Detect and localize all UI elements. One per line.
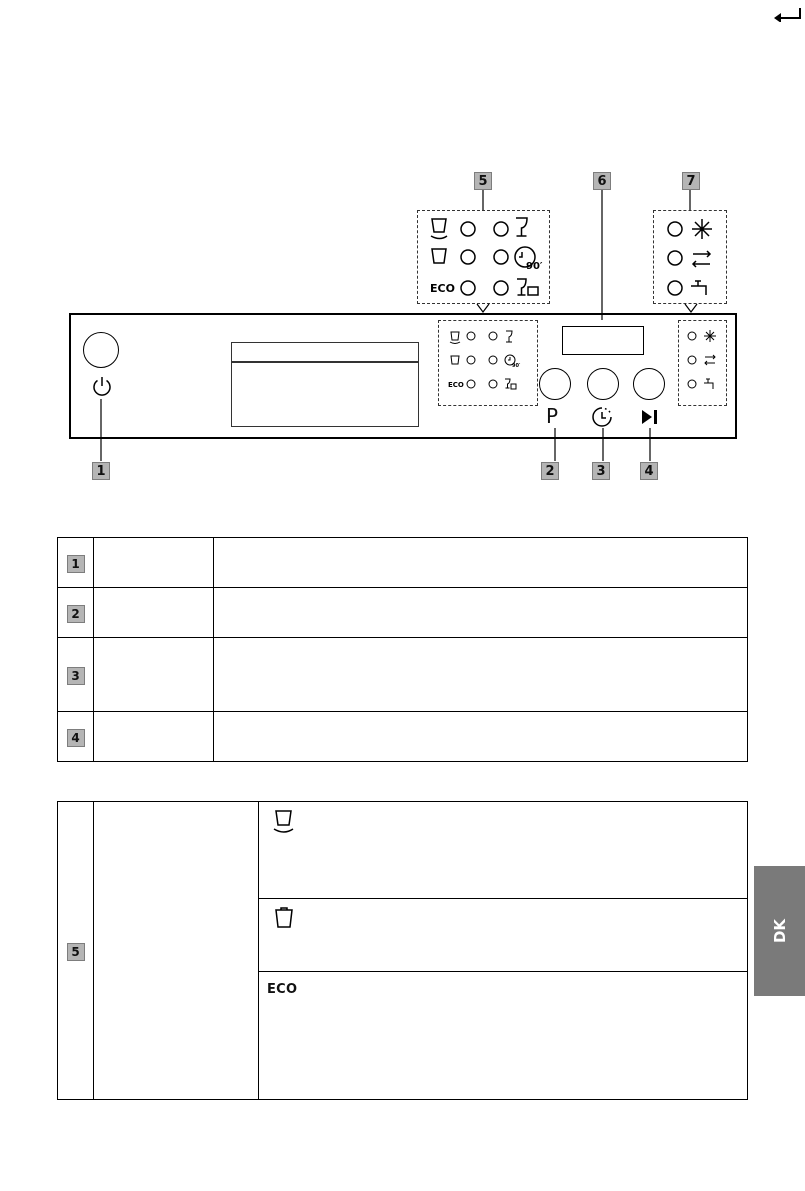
row-number: 4 <box>67 729 85 747</box>
row-name <box>94 588 214 638</box>
program-p-label: P <box>546 404 559 428</box>
svg-text:90′: 90′ <box>526 261 543 272</box>
table-row <box>58 802 748 899</box>
row-name <box>94 638 214 712</box>
row-number: 3 <box>67 667 85 685</box>
row-name <box>94 712 214 762</box>
controls-table <box>57 537 748 762</box>
table-row <box>58 712 748 762</box>
language-tab-label: DK <box>770 918 789 944</box>
row-desc <box>214 712 748 762</box>
callout-2: 2 <box>541 462 559 480</box>
programs-table <box>57 801 748 1100</box>
row-name <box>94 538 214 588</box>
leader-lines <box>0 0 805 500</box>
callout-5: 5 <box>474 172 492 190</box>
callout-7: 7 <box>682 172 700 190</box>
pot-with-tray-icon <box>271 808 297 834</box>
callout-6: 6 <box>593 172 611 190</box>
callout-4: 4 <box>640 462 658 480</box>
svg-text:ECO: ECO <box>448 381 464 389</box>
svg-text:90′: 90′ <box>512 363 521 369</box>
row-number: 5 <box>67 943 85 961</box>
row-number: 2 <box>67 605 85 623</box>
row-number: 1 <box>67 555 85 573</box>
table-row <box>58 538 748 588</box>
svg-text:ECO: ECO <box>430 282 455 295</box>
language-tab <box>754 866 805 996</box>
row-desc <box>214 638 748 712</box>
pot-icon <box>271 905 297 931</box>
row-desc <box>214 538 748 588</box>
row-name <box>94 802 259 1100</box>
table-row <box>58 588 748 638</box>
callout-3: 3 <box>592 462 610 480</box>
row-desc <box>214 588 748 638</box>
callout-1: 1 <box>92 462 110 480</box>
eco-label: ECO <box>267 982 298 997</box>
table-row <box>58 638 748 712</box>
